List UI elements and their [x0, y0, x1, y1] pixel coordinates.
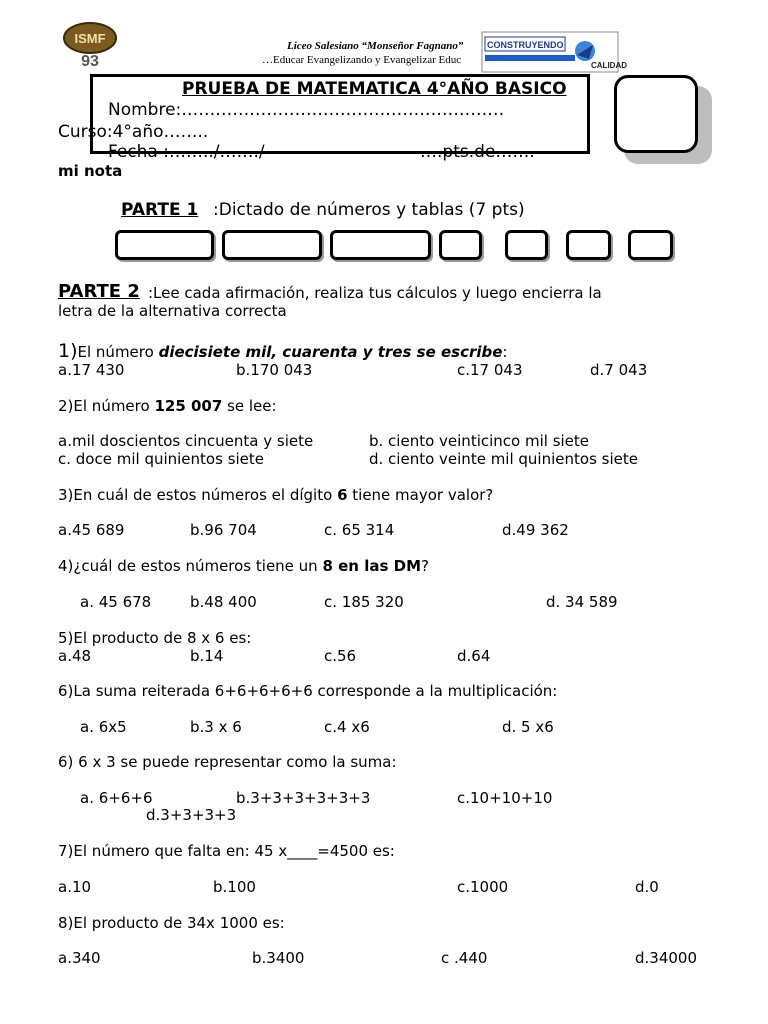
option-d[interactable]: d. 5 x6: [502, 718, 554, 736]
answer-box-3[interactable]: [330, 230, 431, 260]
option-d[interactable]: d. 34 589: [546, 593, 618, 611]
option-b[interactable]: b.100: [213, 878, 256, 896]
option-d[interactable]: d.3+3+3+3: [146, 806, 237, 824]
option-c[interactable]: c.1000: [457, 878, 509, 896]
question-3: 3)En cuál de estos números el dígito 6 tiene mayor valor?: [58, 486, 494, 504]
question-emphasis: 8 en las DM: [322, 557, 421, 575]
school-logo: [62, 22, 118, 72]
option-c[interactable]: c.17 043: [457, 361, 523, 379]
quality-logo: [481, 31, 627, 73]
answer-box-7[interactable]: [628, 230, 673, 260]
question-number: 1): [58, 340, 78, 362]
points-field[interactable]: ….pts.de…….: [420, 142, 535, 162]
question-4: 4)¿cuál de estos números tiene un 8 en las DM?: [58, 557, 429, 575]
part2-description-cont: letra de la alternativa correcta: [58, 302, 287, 320]
part1-description: :Dictado de números y tablas (7 pts): [213, 200, 525, 220]
svg-text:CALIDAD: CALIDAD: [591, 61, 627, 70]
question-7: 7)El número que falta en: 45 x____=4500 es:: [58, 842, 395, 860]
option-d[interactable]: d. ciento veinte mil quinientos siete: [369, 450, 638, 468]
option-b[interactable]: b.3+3+3+3+3+3: [236, 789, 371, 807]
option-b[interactable]: b.96 704: [190, 521, 257, 539]
answer-blank[interactable]: ____: [287, 842, 318, 860]
question-5: 5)El producto de 8 x 6 es:: [58, 629, 252, 647]
question-6b: 6) 6 x 3 se puede representar como la suma:: [58, 753, 397, 771]
part2-description: :Lee cada afirmación, realiza tus cálculos y luego encierra la: [148, 284, 602, 302]
question-emphasis: 125 007: [154, 397, 223, 415]
question-2: 2)El número 125 007 se lee:: [58, 397, 277, 415]
date-field[interactable]: Fecha :……../……./: [108, 142, 265, 162]
option-d[interactable]: d.0: [635, 878, 659, 896]
option-c[interactable]: c.4 x6: [324, 718, 370, 736]
option-a[interactable]: a. 6x5: [80, 718, 127, 736]
question-6: 6)La suma reiterada 6+6+6+6+6 corresponde a la multiplicación:: [58, 682, 558, 700]
option-a[interactable]: a.340: [58, 949, 101, 967]
name-field[interactable]: Nombre:…………………………………………………: [108, 100, 505, 120]
page-title: PRUEBA DE MATEMATICA 4°AÑO BASICO: [182, 79, 567, 99]
option-b[interactable]: b. ciento veinticinco mil siete: [369, 432, 590, 450]
question-emphasis: 6: [337, 486, 348, 504]
answer-box-4[interactable]: [439, 230, 482, 260]
option-c[interactable]: c. 65 314: [324, 521, 395, 539]
part1-title: PARTE 1: [121, 200, 199, 220]
option-a[interactable]: a. 45 678: [80, 593, 152, 611]
option-b[interactable]: b.3 x 6: [190, 718, 242, 736]
option-a[interactable]: a.10: [58, 878, 92, 896]
grade-label: mi nota: [58, 162, 123, 180]
answer-box-5[interactable]: [505, 230, 548, 260]
option-a[interactable]: a.mil doscientos cincuenta y siete: [58, 432, 314, 450]
option-d[interactable]: d.49 362: [502, 521, 569, 539]
option-a[interactable]: a.17 430: [58, 361, 125, 379]
option-c[interactable]: c .440: [441, 949, 488, 967]
option-a[interactable]: a.48: [58, 647, 92, 665]
part2-title: PARTE 2: [58, 281, 140, 302]
answer-box-1[interactable]: [115, 230, 214, 260]
answer-box-6[interactable]: [566, 230, 611, 260]
question-emphasis: diecisiete mil, cuarenta y tres se escribe: [158, 343, 503, 361]
option-c[interactable]: c.10+10+10: [457, 789, 553, 807]
svg-text:ISMF: ISMF: [74, 31, 106, 46]
question-text: El número: [77, 343, 159, 361]
option-a[interactable]: a.45 689: [58, 521, 125, 539]
option-d[interactable]: d.64: [457, 647, 491, 665]
question-1: 1)El número diecisiete mil, cuarenta y tres se escribe:: [58, 340, 508, 362]
option-b[interactable]: b.170 043: [236, 361, 313, 379]
option-b[interactable]: b.14: [190, 647, 224, 665]
question-8: 8)El producto de 34x 1000 es:: [58, 914, 285, 932]
school-motto: …Educar Evangelizando y Evangelizar Educ: [262, 54, 462, 66]
option-b[interactable]: b.3400: [252, 949, 305, 967]
grade-box[interactable]: [614, 75, 698, 153]
option-d[interactable]: d.34000: [635, 949, 698, 967]
option-d[interactable]: d.7 043: [590, 361, 648, 379]
option-c[interactable]: c. doce mil quinientos siete: [58, 450, 265, 468]
option-b[interactable]: b.48 400: [190, 593, 257, 611]
option-c[interactable]: c. 185 320: [324, 593, 404, 611]
course-field[interactable]: Curso:4°año……..: [58, 122, 209, 142]
svg-text:CONSTRUYENDO: CONSTRUYENDO: [487, 40, 564, 50]
option-c[interactable]: c.56: [324, 647, 357, 665]
answer-box-2[interactable]: [222, 230, 322, 260]
svg-text:93: 93: [81, 53, 99, 70]
option-a[interactable]: a. 6+6+6: [80, 789, 153, 807]
school-name: Liceo Salesiano “Monseñor Fagnano”: [287, 40, 464, 52]
